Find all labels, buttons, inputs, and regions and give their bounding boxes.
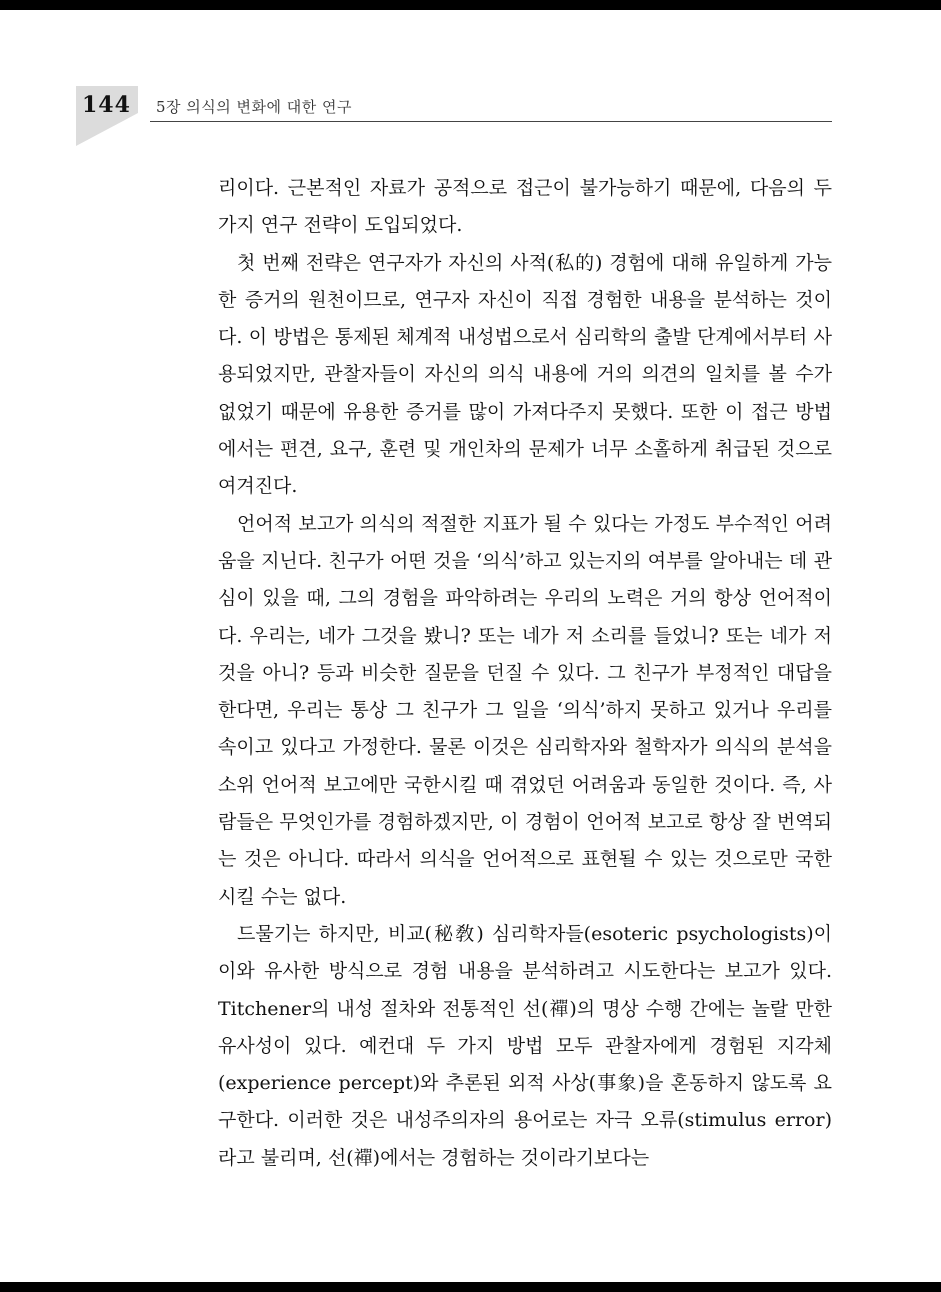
paragraph-1: 리이다. 근본적인 자료가 공적으로 접근이 불가능하기 때문에, 다음의 두 가지 연구 전략이 도입되었다.	[218, 177, 832, 237]
paragraph-3: 언어적 보고가 의식의 적절한 지표가 될 수 있다는 가정도 부수적인 어려움을 지닌다. 친구가 어떤 것을 ‘의식’하고 있는지의 여부를 알아내는 데 관심이 있을 때, 그의 경험을 파악하려는 우리의 노력은 거의 항상 언어적이다. 우리는, 네가 그것을 봤니? 또는 네가 저 소리를 들었니? 또는 네가 저것을 아니? 등과 비슷한 질문을 던질 수 있다. 그 친구가 부정적인 대답을 한다면, 우리는 통상 그 친구가 그 일을 ‘의식’하지 못하고 있거나 우리를 속이고 있다고 가정한다. 물론 이것은 심리학자와 철학자가 의식의 분석을 소위 언어적 보고에만 국한시킬 때 겪었던 어려움과 동일한 것이다. 즉, 사람들은 무엇인가를 경험하겠지만, 이 경험이 언어적 보고로 항상 잘 번역되는 것은 아니다. 따라서 의식을 언어적으로 표현될 수 있는 것으로만 국한시킬 수는 없다.	[218, 512, 832, 908]
paragraph-4: 드물기는 하지만, 비교(秘敎) 심리학자들(esoteric psychologists)이 이와 유사한 방식으로 경험 내용을 분석하려고 시도한다는 보고가 있다. Titchener의 내성 절차와 전통적인 선(禪)의 명상 수행 간에는 놀랄 만한 유사성이 있다. 예컨대 두 가지 방법 모두 관찰자에게 경험된 지각체(experience percept)와 추론된 외적 사상(事象)을 혼동하지 않도록 요구한다. 이러한 것은 내성주의자의 용어로는 자극 오류(stimulus error)라고 불리며, 선(禪)에서는 경험하는 것이라기보다는	[218, 922, 832, 1169]
header-divider	[150, 121, 832, 122]
chapter-title: 5장 의식의 변화에 대한 연구	[156, 98, 353, 116]
book-page	[0, 10, 941, 1282]
body-text	[218, 170, 832, 1177]
paragraph-2: 첫 번째 전략은 연구자가 자신의 사적(私的) 경험에 대해 유일하게 가능한 증거의 원천이므로, 연구자 자신이 직접 경험한 내용을 분석하는 것이다. 이 방법은 통제된 체계적 내성법으로서 심리학의 출발 단계에서부터 사용되었지만, 관찰자들이 자신의 의식 내용에 거의 의견의 일치를 볼 수가 없었기 때문에 유용한 증거를 많이 가져다주지 못했다. 또한 이 접근 방법에서는 편견, 요구, 훈련 및 개인차의 문제가 너무 소홀하게 취급된 것으로 여겨진다.	[218, 251, 832, 498]
page-number: 144	[82, 92, 131, 118]
